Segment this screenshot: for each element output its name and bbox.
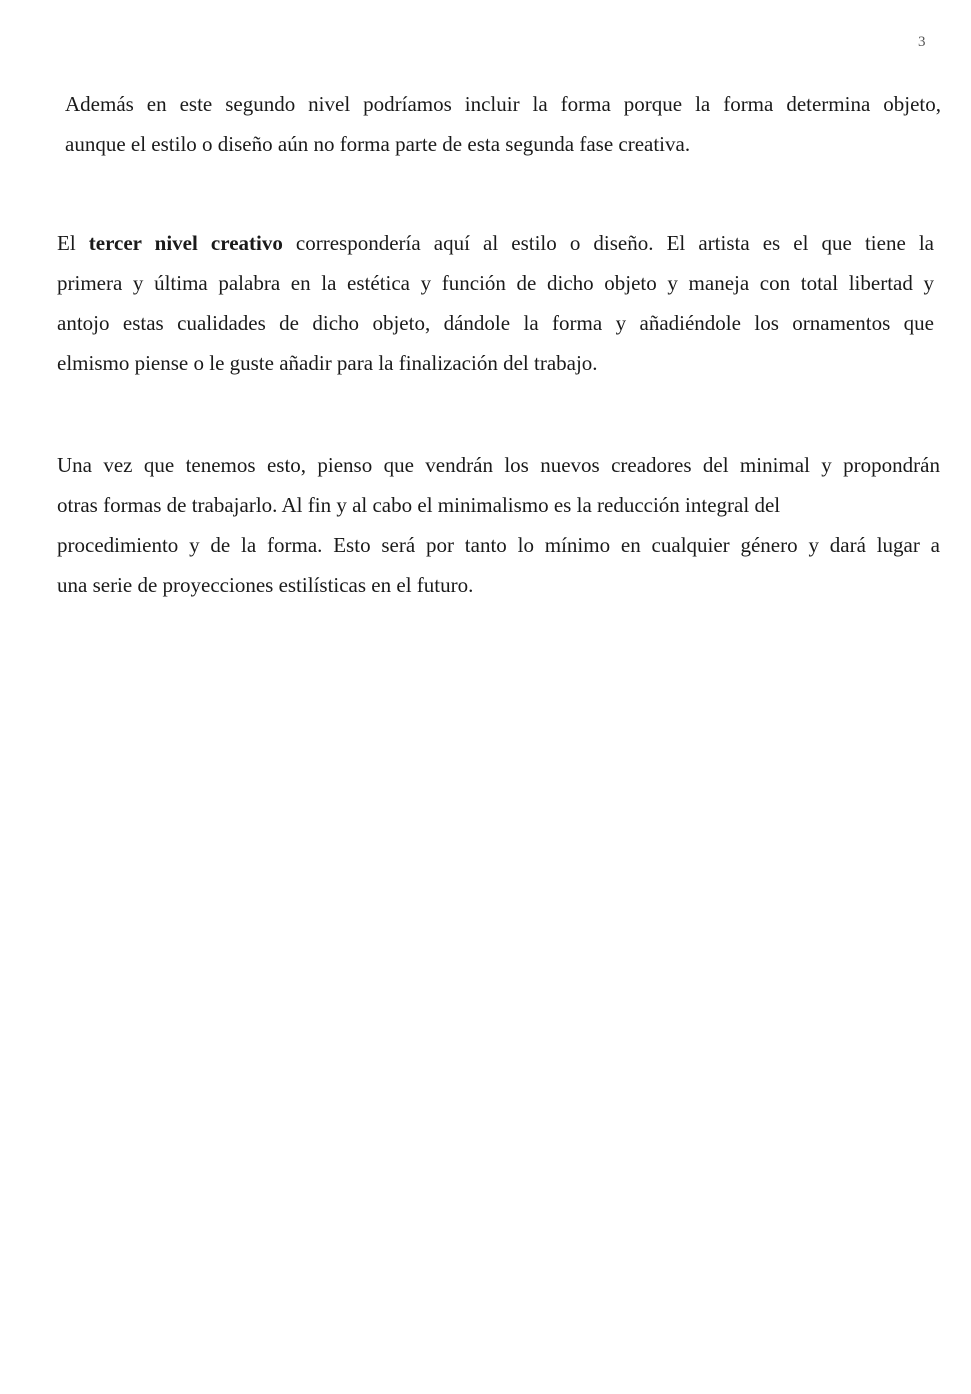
paragraph-line: aunque el estilo o diseño aún no forma parte de esta segunda fase creativa.	[65, 132, 691, 156]
text-run: correspondería aquí al estilo o diseño. El artista es el que tiene la	[282, 231, 934, 255]
text-run: El	[57, 231, 89, 255]
paragraph-line: procedimiento y de la forma. Esto será por tanto lo mínimo en cualquier género y dará lugar a	[57, 533, 940, 557]
paragraph-line: Una vez que tenemos esto, pienso que vendrán los nuevos creadores del minimal y propondrán	[57, 453, 940, 477]
bold-term: tercer nivel creativo	[88, 231, 283, 255]
paragraph-line	[57, 223, 934, 263]
page-number: 3	[918, 34, 926, 50]
paragraph-second-level	[65, 84, 941, 164]
paragraph-line: Además en este segundo nivel podríamos incluir la forma porque la forma determina objeto,	[65, 92, 941, 116]
paragraph-line: primera y última palabra en la estética y función de dicho objeto y maneja con total libertad y	[57, 271, 934, 295]
paragraph-line: una serie de proyecciones estilísticas en el futuro.	[57, 573, 474, 597]
paragraph-third-level	[57, 223, 934, 383]
paragraph-line: elmismo piense o le guste añadir para la finalización del trabajo.	[57, 351, 598, 375]
paragraph-line: otras formas de trabajarlo. Al fin y al cabo el minimalismo es la reducción integral del	[57, 493, 781, 517]
paragraph-minimalism	[57, 445, 940, 605]
paragraph-line: antojo estas cualidades de dicho objeto, dándole la forma y añadiéndole los ornamentos que	[57, 311, 934, 335]
